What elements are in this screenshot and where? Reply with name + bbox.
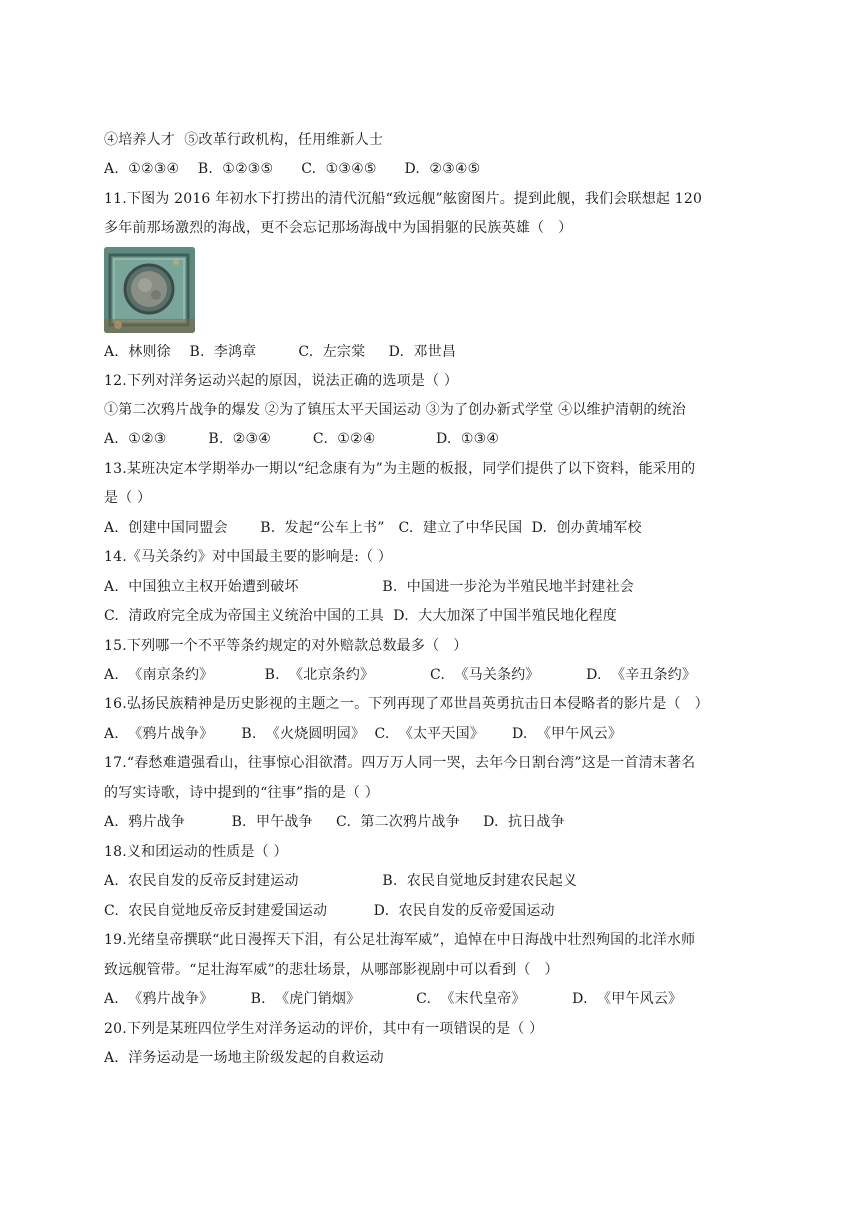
question-16: 16.弘扬民族精神是历史影视的主题之一。下列再现了邓世昌英勇抗击日本侵略者的影片是（ ） [104,696,709,712]
answer-options: A. ①②③ B. ②③④ C. ①②④ D. ①③④ [104,431,500,447]
question-18: 18.义和团运动的性质是（ ） [104,844,288,860]
question-20: 20.下列是某班四位学生对洋务运动的评价，其中有一项错误的是（ ） [104,1021,544,1037]
question-17: 17.“春愁难遣强看山，往事惊心泪欲潸。四万万人同一哭，去年今日割台湾”这是一首清末著名 [104,755,696,771]
text-line: ④培养人才 ⑤改革行政机构，任用维新人士 [104,132,384,148]
answer-options: A. 中国独立主权开始遭到破坏 B. 中国进一步沦为半殖民地半封建社会 [104,579,635,595]
question-11: 11.下图为 2016 年初水下打捞出的清代沉船“致远舰”舷窗图片。提到此舰，我们会联想起 120 [104,191,703,207]
answer-options: A. 《南京条约》 B. 《北京条约》 C. 《马关条约》 D. 《辛丑条约》 [104,667,697,683]
question-13: 13.某班决定本学期举办一期以“纪念康有为”为主题的板报，同学们提供了以下资料，能采用的 [104,461,696,477]
answer-options: A. ①②③④ B. ①②③⑤ C. ①③④⑤ D. ②③④⑤ [104,161,481,177]
answer-options: A. 《鸦片战争》 B. 《火烧圆明园》 C. 《太平天国》 D. 《甲午风云》 [104,726,623,742]
answer-options: A. 创建中国同盟会 B. 发起“公车上书” C. 建立了中华民国 D. 创办黄埔军校 [104,520,642,536]
answer-options: A. 林则徐 B. 李鸿章 C. 左宗棠 D. 邓世昌 [104,344,457,360]
answer-options: A. 《鸦片战争》 B. 《虎门销烟》 C. 《末代皇帝》 D. 《甲午风云》 [104,991,683,1007]
answer-options: A. 洋务运动是一场地主阶级发起的自救运动 [104,1050,384,1066]
text-line: 多年前那场激烈的海战，更不会忘记那场海战中为国捐躯的民族英雄（ ） [104,220,573,236]
question-19: 19.光绪皇帝撰联“此日漫挥天下泪，有公足壮海军威”，追悼在中日海战中壮烈殉国的北洋水师 [104,932,696,948]
text-line: 是（ ） [104,490,152,506]
text-line: ①第二次鸦片战争的爆发 ②为了镇压太平天国运动 ③为了创办新式学堂 ④以维护清朝的统治 [104,402,686,418]
question-15: 15.下列哪一个不平等条约规定的对外赔款总数最多（ ） [104,638,468,654]
text-line: 致远舰管带。“足壮海军威”的悲壮场景，从哪部影视剧中可以看到（ ） [104,962,559,978]
answer-options: A. 鸦片战争 B. 甲午战争 C. 第二次鸦片战争 D. 抗日战争 [104,814,565,830]
answer-options: C. 农民自觉地反帝反封建爱国运动 D. 农民自发的反帝爱国运动 [104,903,555,919]
question-12: 12.下列对洋务运动兴起的原因，说法正确的选项是（ ） [104,373,459,389]
answer-options: C. 清政府完全成为帝国主义统治中国的工具 D. 大大加深了中国半殖民地化程度 [104,608,617,624]
porthole-photo [104,247,195,333]
question-14: 14.《马关条约》对中国最主要的影响是:（ ） [104,549,393,565]
text-line: 的写实诗歌，诗中提到的“往事”指的是（ ） [104,785,379,801]
answer-options: A. 农民自发的反帝反封建运动 B. 农民自觉地反封建农民起义 [104,873,578,889]
